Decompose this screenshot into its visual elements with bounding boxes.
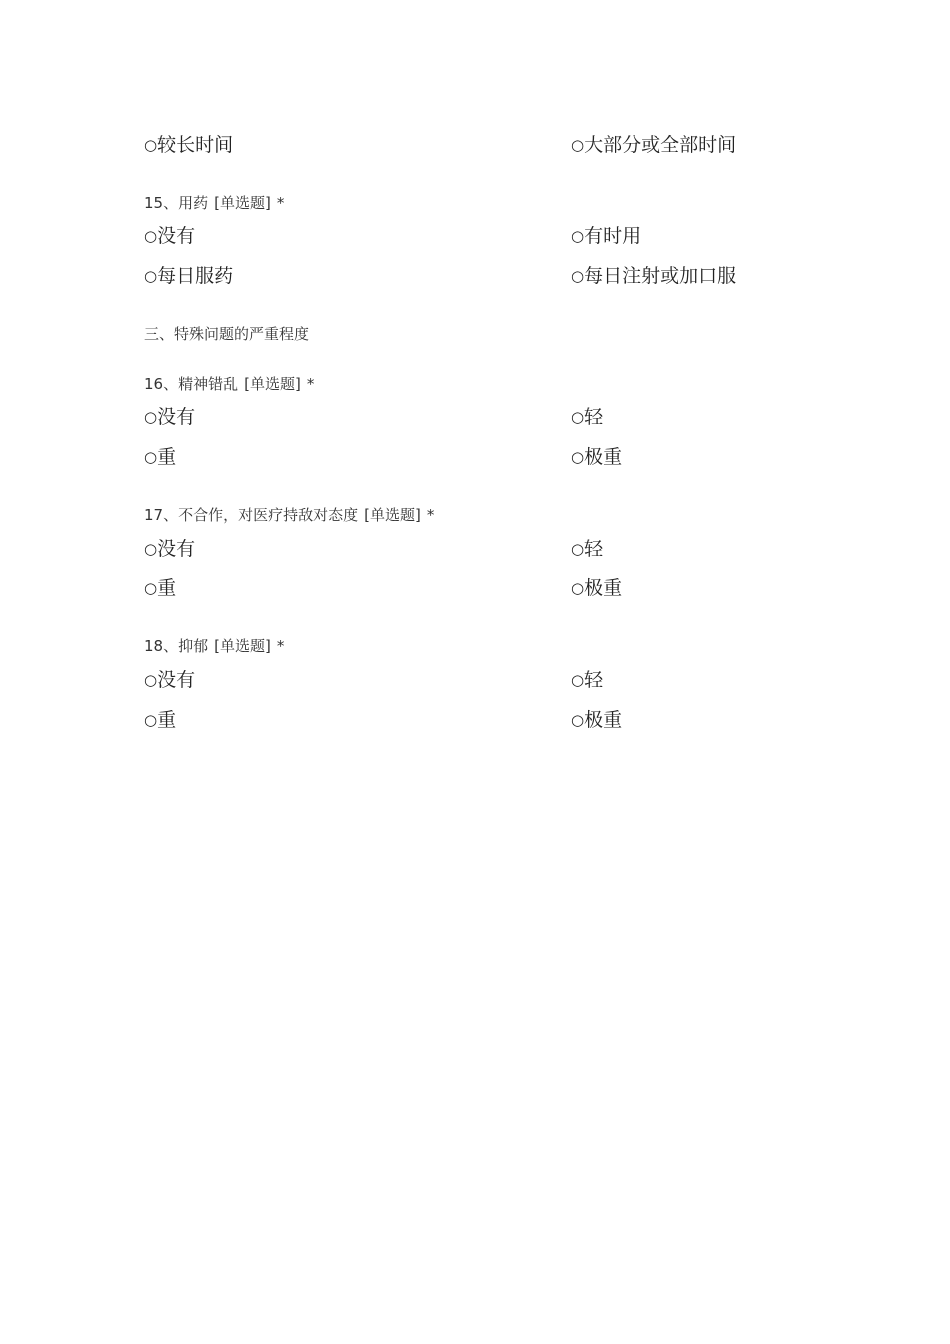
radio-circle-icon[interactable]: ○ [571, 448, 585, 466]
radio-circle-icon[interactable]: ○ [571, 711, 585, 729]
q16-option-severe[interactable] [144, 442, 176, 472]
q17-option-severe[interactable] [144, 573, 176, 603]
q17-option-none[interactable] [144, 534, 195, 564]
option-label: 没有 [157, 669, 196, 691]
option-label: 每日服药 [157, 265, 234, 287]
q15-option-sometimes[interactable] [571, 221, 641, 251]
q18-option-mild[interactable] [571, 665, 603, 695]
question-text: 18、抑郁 [144, 637, 209, 655]
option-label: 有时用 [584, 225, 642, 247]
radio-circle-icon[interactable]: ○ [571, 579, 585, 597]
q17-option-extreme[interactable] [571, 573, 622, 603]
required-marker: * [306, 375, 315, 393]
question-type-tag: [单选题] [214, 194, 271, 212]
question-15-title [144, 192, 284, 214]
question-18-options-row-2 [0, 705, 950, 735]
option-label: 重 [157, 709, 177, 731]
option-label: 重 [157, 446, 177, 468]
option-label: 极重 [584, 709, 623, 731]
q18-option-none[interactable] [144, 665, 195, 695]
q16-option-none[interactable] [144, 402, 195, 432]
option-long-time[interactable] [144, 130, 233, 160]
question-text: 17、不合作，对医疗持敌对态度 [144, 506, 359, 524]
option-label: 没有 [157, 538, 196, 560]
q18-option-severe[interactable] [144, 705, 176, 735]
option-label: 重 [157, 577, 177, 599]
radio-circle-icon[interactable]: ○ [571, 408, 585, 426]
q17-option-mild[interactable] [571, 534, 603, 564]
option-label: 较长时间 [157, 134, 234, 156]
q15-option-daily-injection[interactable] [571, 261, 736, 291]
option-label: 极重 [584, 446, 623, 468]
option-label: 轻 [584, 669, 604, 691]
question-17-options-row-2 [0, 573, 950, 603]
option-label: 极重 [584, 577, 623, 599]
required-marker: * [276, 637, 285, 655]
option-label: 大部分或全部时间 [584, 134, 737, 156]
radio-circle-icon[interactable]: ○ [144, 448, 158, 466]
question-17-options-row-1 [0, 534, 950, 564]
question-16-title [144, 373, 314, 395]
question-text: 16、精神错乱 [144, 375, 239, 393]
radio-circle-icon[interactable]: ○ [144, 579, 158, 597]
radio-circle-icon[interactable]: ○ [144, 267, 158, 285]
option-label: 轻 [584, 538, 604, 560]
question-18-options-row-1 [0, 665, 950, 695]
q15-option-none[interactable] [144, 221, 195, 251]
question-17-title [144, 504, 434, 526]
section-3-title: 三、特殊问题的严重程度 [144, 325, 310, 343]
option-label: 没有 [157, 225, 196, 247]
option-label: 轻 [584, 406, 604, 428]
radio-circle-icon[interactable]: ○ [571, 267, 585, 285]
radio-circle-icon[interactable]: ○ [571, 671, 585, 689]
question-16-options-row-1 [0, 402, 950, 432]
question-18-title [144, 635, 284, 657]
q18-option-extreme[interactable] [571, 705, 622, 735]
radio-circle-icon[interactable]: ○ [571, 136, 585, 154]
option-label: 每日注射或加口服 [584, 265, 737, 287]
radio-circle-icon[interactable]: ○ [144, 227, 158, 245]
option-label: 没有 [157, 406, 196, 428]
radio-circle-icon[interactable]: ○ [571, 540, 585, 558]
question-text: 15、用药 [144, 194, 209, 212]
q15-option-daily-oral[interactable] [144, 261, 233, 291]
question-15-options-row-2 [0, 261, 950, 291]
required-marker: * [276, 194, 285, 212]
question-type-tag: [单选题] [214, 637, 271, 655]
question-15-options-row-1 [0, 221, 950, 251]
question-type-tag: [单选题] [364, 506, 421, 524]
q16-option-extreme[interactable] [571, 442, 622, 472]
question-16-options-row-2 [0, 442, 950, 472]
radio-circle-icon[interactable]: ○ [144, 671, 158, 689]
radio-circle-icon[interactable]: ○ [144, 408, 158, 426]
radio-circle-icon[interactable]: ○ [144, 540, 158, 558]
q16-option-mild[interactable] [571, 402, 603, 432]
radio-circle-icon[interactable]: ○ [571, 227, 585, 245]
carryover-options-row-1 [0, 130, 950, 160]
required-marker: * [426, 506, 435, 524]
question-type-tag: [单选题] [244, 375, 301, 393]
radio-circle-icon[interactable]: ○ [144, 136, 158, 154]
option-most-or-all-time[interactable] [571, 130, 736, 160]
radio-circle-icon[interactable]: ○ [144, 711, 158, 729]
